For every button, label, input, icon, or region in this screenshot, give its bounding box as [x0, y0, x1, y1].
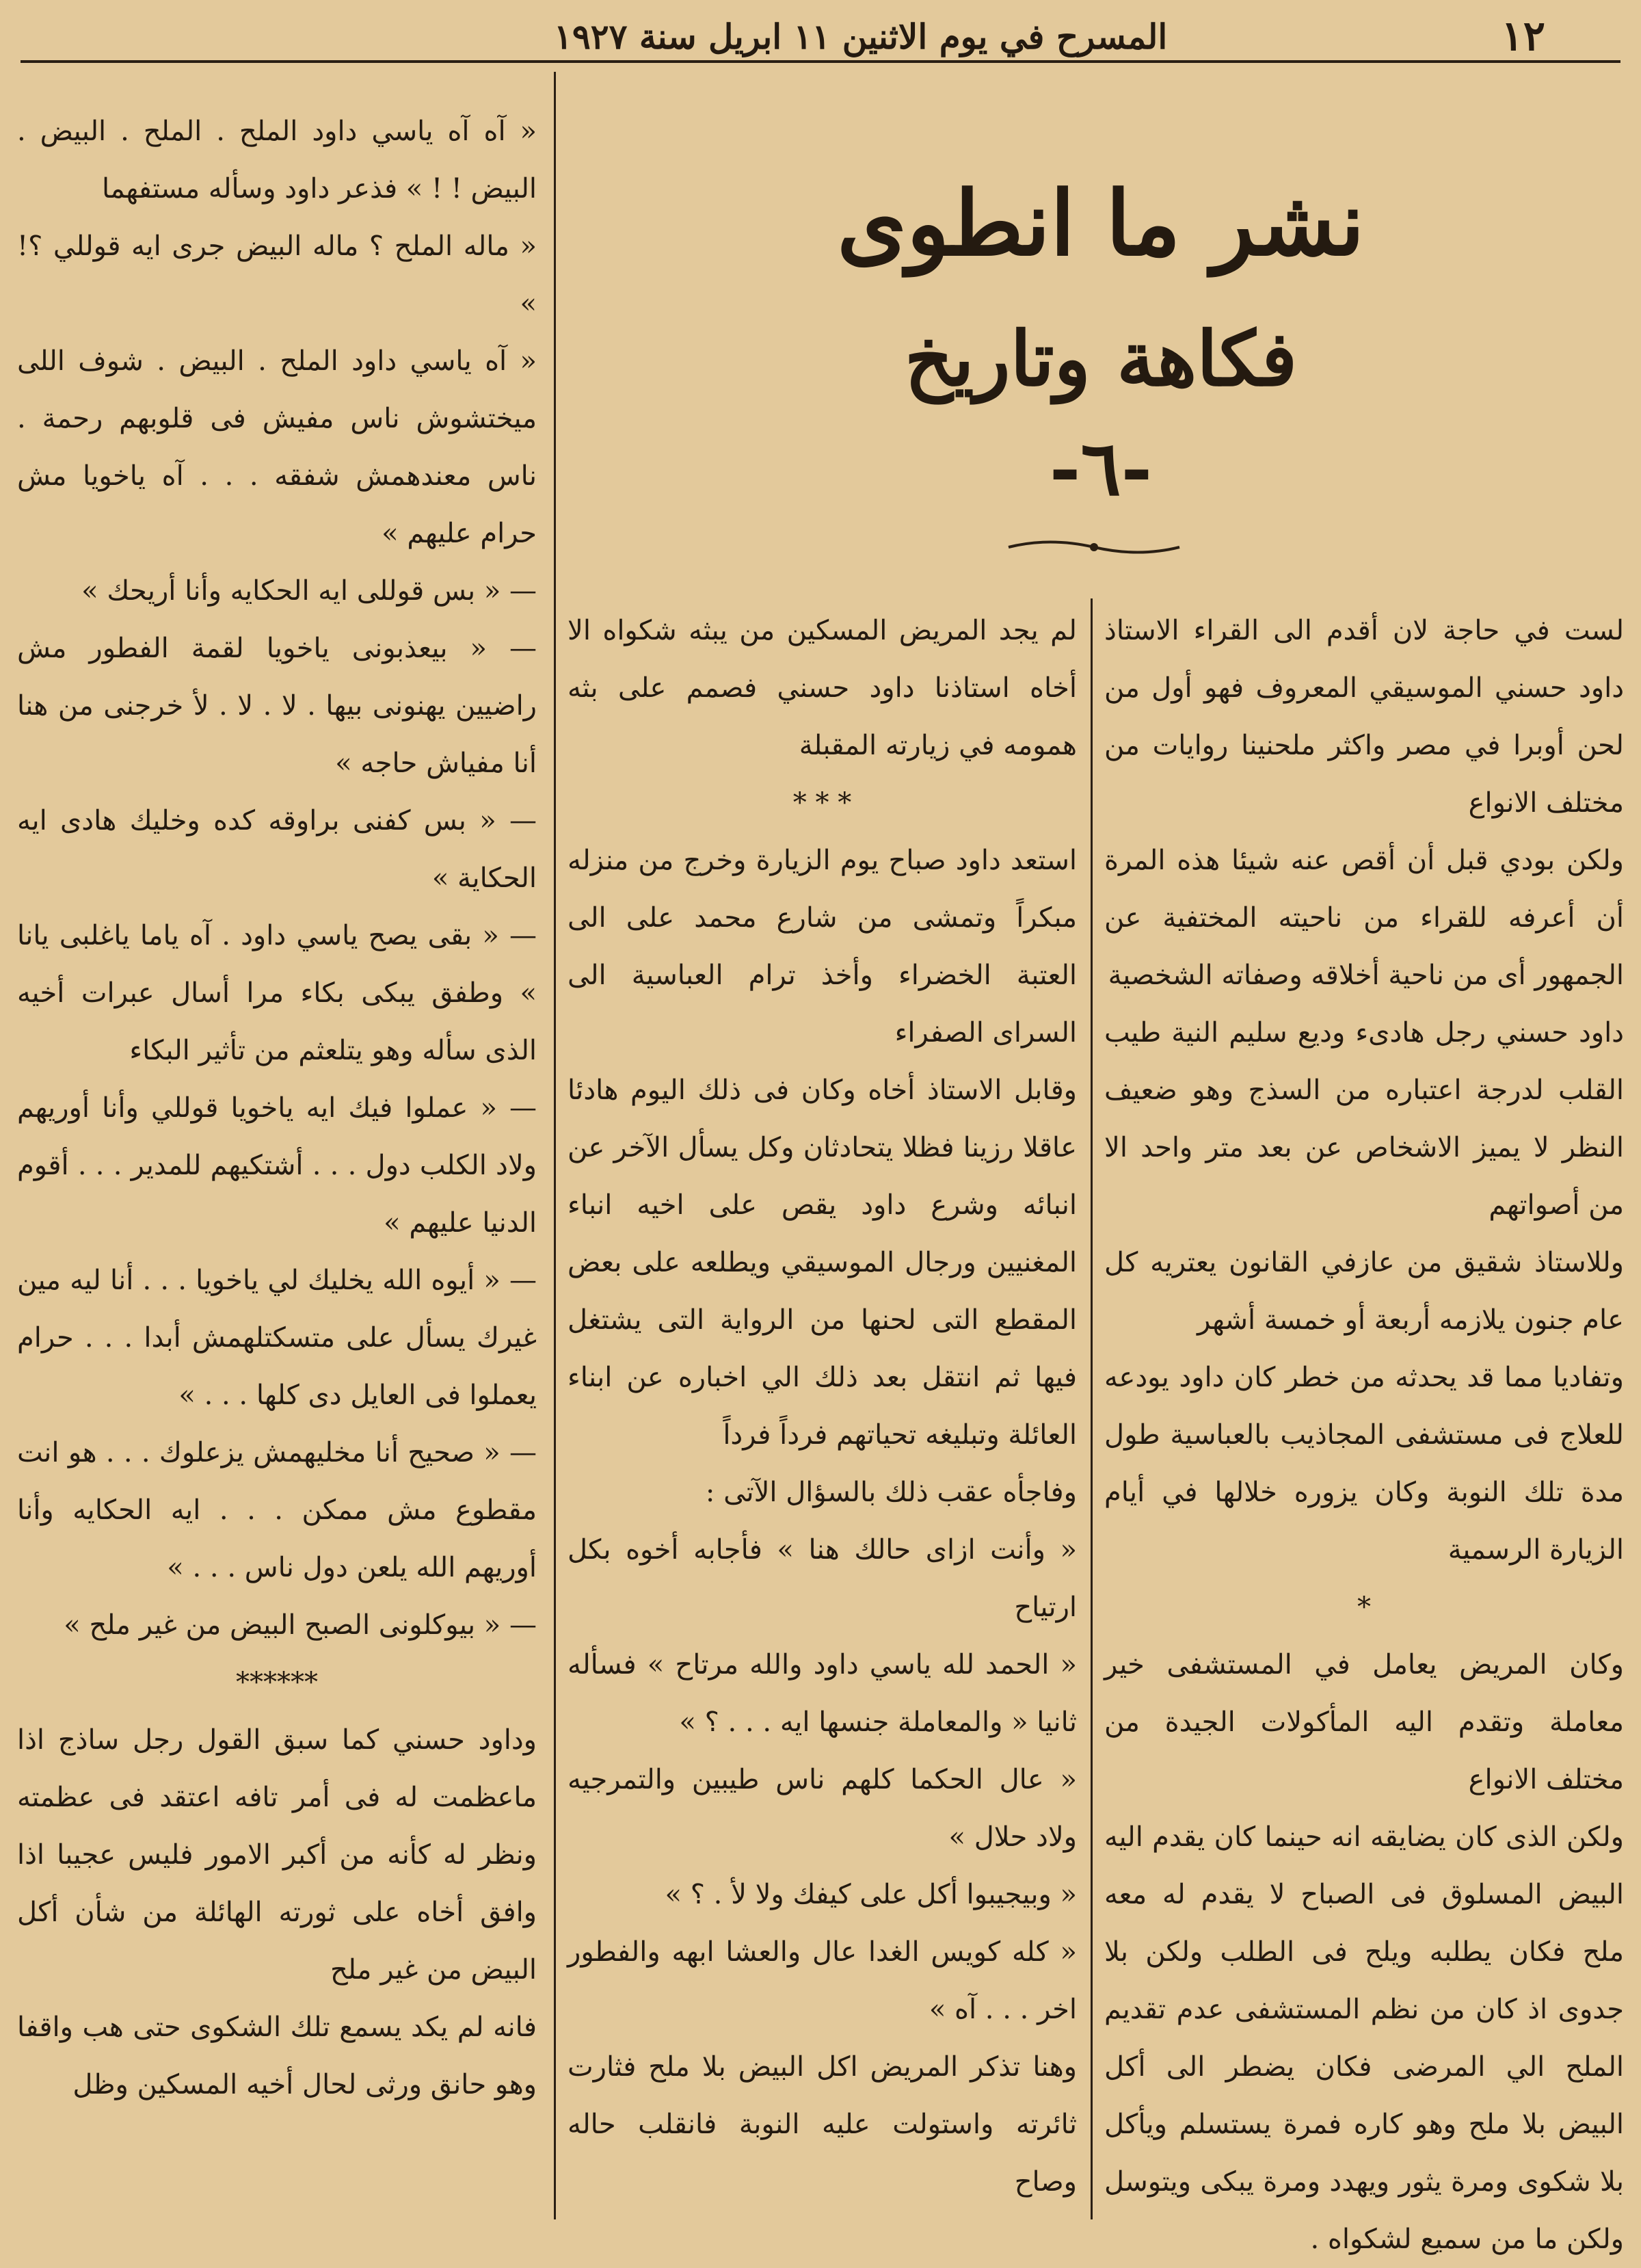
paragraph: وكان المريض يعامل في المستشفى خير معاملة وتقدم اليه المأكولات الجيدة من مختلف الانواع: [1104, 1649, 1624, 1795]
paragraph: وهنا تذكر المريض اكل البيض بلا ملح فثارت ثائرته واستولت عليه النوبة فانقلب حاله وصاح: [568, 2051, 1077, 2198]
paragraph: « وبيجيبوا أكل على كيفك ولا لأ . ؟ »: [665, 1879, 1077, 1910]
paragraph: وقابل الاستاذ أخاه وكان فى ذلك اليوم هادئا عاقلا رزينا فظلا يتحادثان وكل يسأل الآخر عن انبائه وشرع داود يقص على اخيه انباء المغنيين ورجال الموسيقي ويطلعه على بعض المقطع التى لحنها من الرواية التى يشتغل فيها ثم انتقل بعد ذلك الي اخباره عن ابناء العائلة وتبليغه تحياتهم فرداً فرداً: [568, 1074, 1077, 1451]
paragraph: — « أيوه الله يخليك لي ياخويا . . . أنا ليه مين غيرك يسأل على متسكتلهمش أبدا . . . حرام يعملوا فى العايل دى كلها . . . »: [17, 1265, 537, 1411]
paragraph: « عال الحكما كلهم ناس طيبين والتمرجيه ولاد حلال »: [568, 1764, 1077, 1853]
paragraph: — « بيوكلونى الصبح البيض من غير ملح »: [64, 1609, 537, 1641]
paragraph: « الحمد لله ياسي داود والله مرتاح » فسأله ثانيا « والمعاملة جنسها ايه . . . ؟ »: [568, 1649, 1077, 1738]
column-divider: [554, 72, 556, 2219]
paragraph: داود حسني رجل هادىء وديع سليم النية طيب القلب لدرجة اعتباره من السذج وهو ضعيف النظر لا يميز الاشخاص عن بعد متر واحد الا من أصواتهم: [1104, 1017, 1624, 1221]
paragraph: لست في حاجة لان أقدم الى القراء الاستاذ داود حسني الموسيقي المعروف فهو أول من لحن أوبرا في مصر واكثر ملحنينا روايات من مختلف الانواع: [1104, 615, 1624, 819]
middle-column: [568, 602, 1077, 2213]
section-separator: * * *: [792, 787, 852, 819]
paragraph: لم يجد المريض المسكين من يبثه شكواه الا أخاه استاذنا داود حسني فصمم على بثه همومه في زيارته المقبلة: [568, 615, 1077, 761]
paragraph: — « بس كفنى براوقه كده وخليك هادى ايه الحكاية »: [17, 805, 537, 894]
section-separator: *: [1357, 1592, 1371, 1623]
paragraph: « آه ياسي داود الملح . البيض . شوف اللى ميختشوش ناس مفيش فى قلوبهم رحمة . ناس معندهمش شفقه . . . آه ياخويا مش حرام عليهم »: [17, 345, 537, 549]
paragraph: « وأنت ازاى حالك هنا » فأجابه أخوه بكل ارتياح: [568, 1534, 1077, 1623]
article-subtitle: فكاهة وتاريخ: [904, 315, 1298, 403]
paragraph: وتفاديا مما قد يحدثه من خطر كان داود يودعه للعلاج فى مستشفى المجاذيب بالعباسية طول مدة تلك النوبة وكان يزوره خلالها في أيام الزيارة الرسمية: [1104, 1362, 1624, 1566]
page-header: [21, 12, 1620, 63]
left-column: [17, 103, 537, 2213]
right-column: [1104, 602, 1624, 2255]
paragraph: « ماله الملح ؟ ماله البيض جرى ايه قوللي ؟! »: [17, 230, 537, 319]
paragraph: ولكن الذى كان يضايقه انه حينما كان يقدم اليه البيض المسلوق فى الصباح لا يقدم له معه ملح فكان يطلبه ويلح فى الطلب ولكن بلا جدوى اذ كان من نظم المستشفى عدم تقديم الملح الي المرضى فكان يضطر الى أكل البيض بلا ملح وهو كاره فمرة يستسلم ويأكل بلا شكوى ومرة يثور ويهدد ومرة يبكى ويتوسل ولكن ما من سميع لشكواه .: [1104, 1821, 1624, 2255]
article-title: نشر ما انطوى: [837, 171, 1365, 276]
dateline: المسرح في يوم الاثنين ١١ ابريل سنة ١٩٢٧: [554, 16, 1168, 57]
paragraph: وداود حسني كما سبق القول رجل ساذج اذا ماعظمت له فى أمر تافه اعتقد فى عظمته ونظر له كأنه من أكبر الامور فليس عجيبا اذا وافق أخاه على ثورته الهائلة من شأن أكل البيض من غير ملح: [17, 1724, 537, 1986]
paragraph: استعد داود صباح يوم الزيارة وخرج من منزله مبكراً وتمشى من شارع محمد على الى العتبة الخضراء وأخذ ترام العباسية الى السراى الصفراء: [568, 845, 1077, 1049]
paragraph: — « بقى يصح ياسي داود . آه ياما ياغلبى يانا » وطفق يبكى بكاء مرا أسال عبرات أخيه الذى سأله وهو يتلعثم من تأثير البكاء: [17, 920, 537, 1066]
paragraph: وللاستاذ شقيق من عازفي القانون يعتريه كل عام جنون يلازمه أربعة أو خمسة أشهر: [1104, 1247, 1624, 1336]
paragraph: وفاجأه عقب ذلك بالسؤال الآتى :: [705, 1477, 1077, 1508]
part-number: -٦-: [1049, 424, 1153, 512]
paragraph: — « بس قوللى ايه الحكايه وأنا أريحك »: [81, 575, 537, 607]
section-separator: ******: [236, 1667, 318, 1698]
paragraph: « كله كويس الغدا عال والعشا ابهه والفطور اخر . . . آه »: [568, 1936, 1077, 2025]
paragraph: « آه آه ياسي داود الملح . الملح . البيض . البيض ! ! » فذعر داود وسأله مستفهما: [17, 116, 537, 205]
paragraph: ولكن بودي قبل أن أقص عنه شيئا هذه المرة أن أعرفه للقراء من ناحيته المختفية عن الجمهور أى من ناحية أخلاقه وصفاته الشخصية: [1104, 845, 1624, 991]
ornament-rule: [1005, 533, 1183, 561]
paragraph: — « صحيح أنا مخليهمش يزعلوك . . . هو انت مقطوع مش ممكن . . . ايه الحكايه وأنا أوريهم الله يلعن دول ناس . . . »: [17, 1437, 537, 1583]
paragraph: — « عملوا فيك ايه ياخويا قوللي وأنا أوريهم ولاد الكلب دول . . . أشتكيهم للمدير . . . أقوم الدنيا عليهم »: [17, 1092, 537, 1239]
paragraph: فانه لم يكد يسمع تلك الشكوى حتى هب واقفا وهو حانق ورثى لحال أخيه المسكين وظل: [17, 2012, 537, 2100]
column-divider: [1091, 598, 1093, 2219]
page-number: ١٢: [1501, 12, 1545, 60]
paragraph: — « بيعذبونى ياخويا لقمة الفطور مش راضيين يهنونى بيها . لا . لا . لأ خرجنى من هنا أنا مفياش حاجه »: [17, 633, 537, 779]
